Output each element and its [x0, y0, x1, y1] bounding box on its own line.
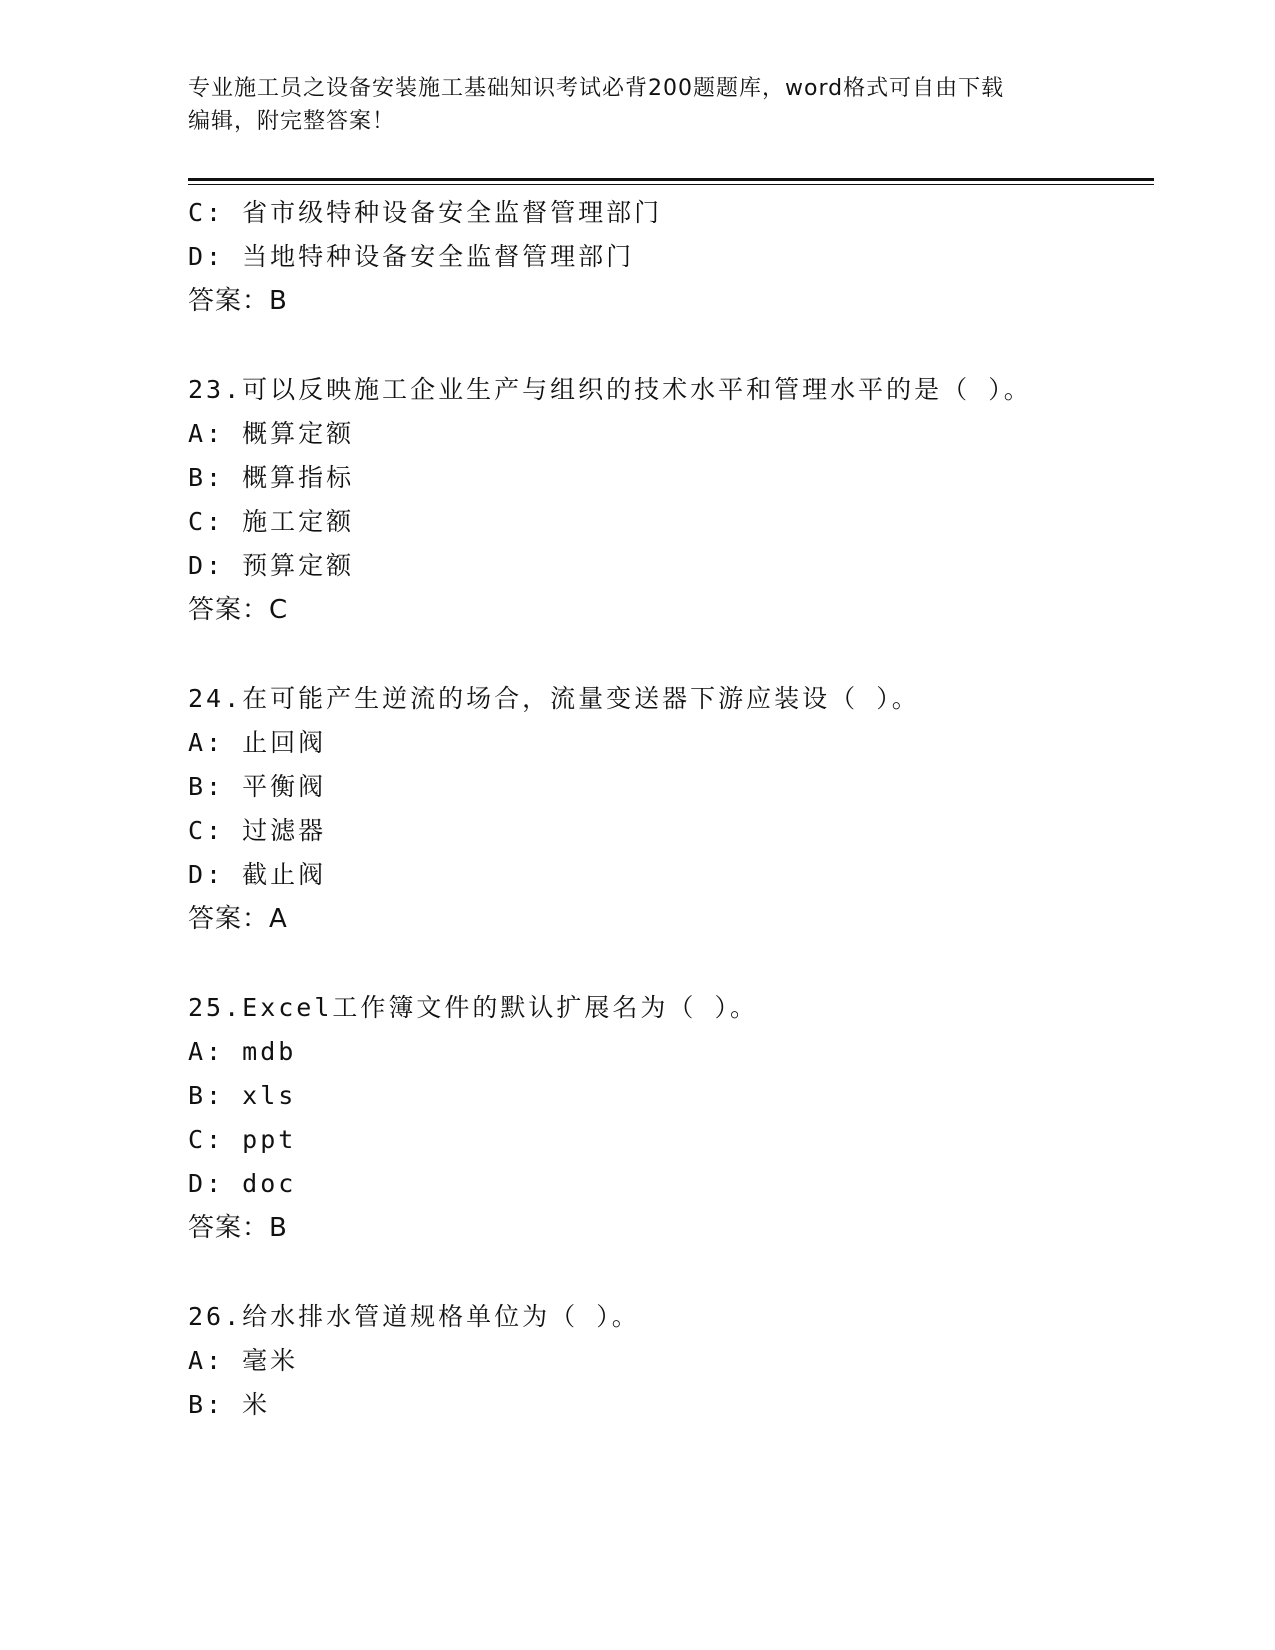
q26-question: 26.给水排水管道规格单位为（ ）。 — [188, 1302, 640, 1331]
document-header — [188, 72, 1088, 138]
q22-answer: 答案：B — [188, 286, 288, 316]
q26-option-a: A: 毫米 — [188, 1346, 299, 1375]
q24-option-b: B: 平衡阀 — [188, 772, 327, 801]
header-title-line-2: 编辑，附完整答案！ — [188, 109, 396, 134]
q23-answer: 答案：C — [188, 595, 289, 625]
q23-option-b: B: 概算指标 — [188, 463, 355, 492]
q23-option-a: A: 概算定额 — [188, 419, 355, 448]
q25-option-a: A: mdb — [188, 1037, 297, 1066]
q25-question: 25.Excel工作簿文件的默认扩展名为（ ）。 — [188, 993, 758, 1022]
q24-question: 24.在可能产生逆流的场合，流量变送器下游应装设（ ）。 — [188, 684, 920, 713]
q22-option-d: D: 当地特种设备安全监督管理部门 — [188, 242, 635, 271]
header-title-line-1: 专业施工员之设备安装施工基础知识考试必背200题题库，word格式可自由下载 — [188, 76, 1005, 101]
q25-option-d: D: doc — [188, 1169, 297, 1198]
q23-option-d: D: 预算定额 — [188, 551, 355, 580]
q24-answer: 答案：A — [188, 904, 288, 934]
header-divider-thin — [188, 184, 1154, 185]
q23-option-c: C: 施工定额 — [188, 507, 355, 536]
q25-answer: 答案：B — [188, 1213, 288, 1243]
q26-option-b: B: 米 — [188, 1390, 271, 1419]
q24-option-c: C: 过滤器 — [188, 816, 327, 845]
q24-option-d: D: 截止阀 — [188, 860, 327, 889]
q25-option-c: C: ppt — [188, 1125, 297, 1154]
q22-option-c: C: 省市级特种设备安全监督管理部门 — [188, 198, 663, 227]
q23-question: 23.可以反映施工企业生产与组织的技术水平和管理水平的是（ ）。 — [188, 375, 1032, 404]
q25-option-b: B: xls — [188, 1081, 297, 1110]
header-divider-thick — [188, 178, 1154, 181]
q24-option-a: A: 止回阀 — [188, 728, 327, 757]
